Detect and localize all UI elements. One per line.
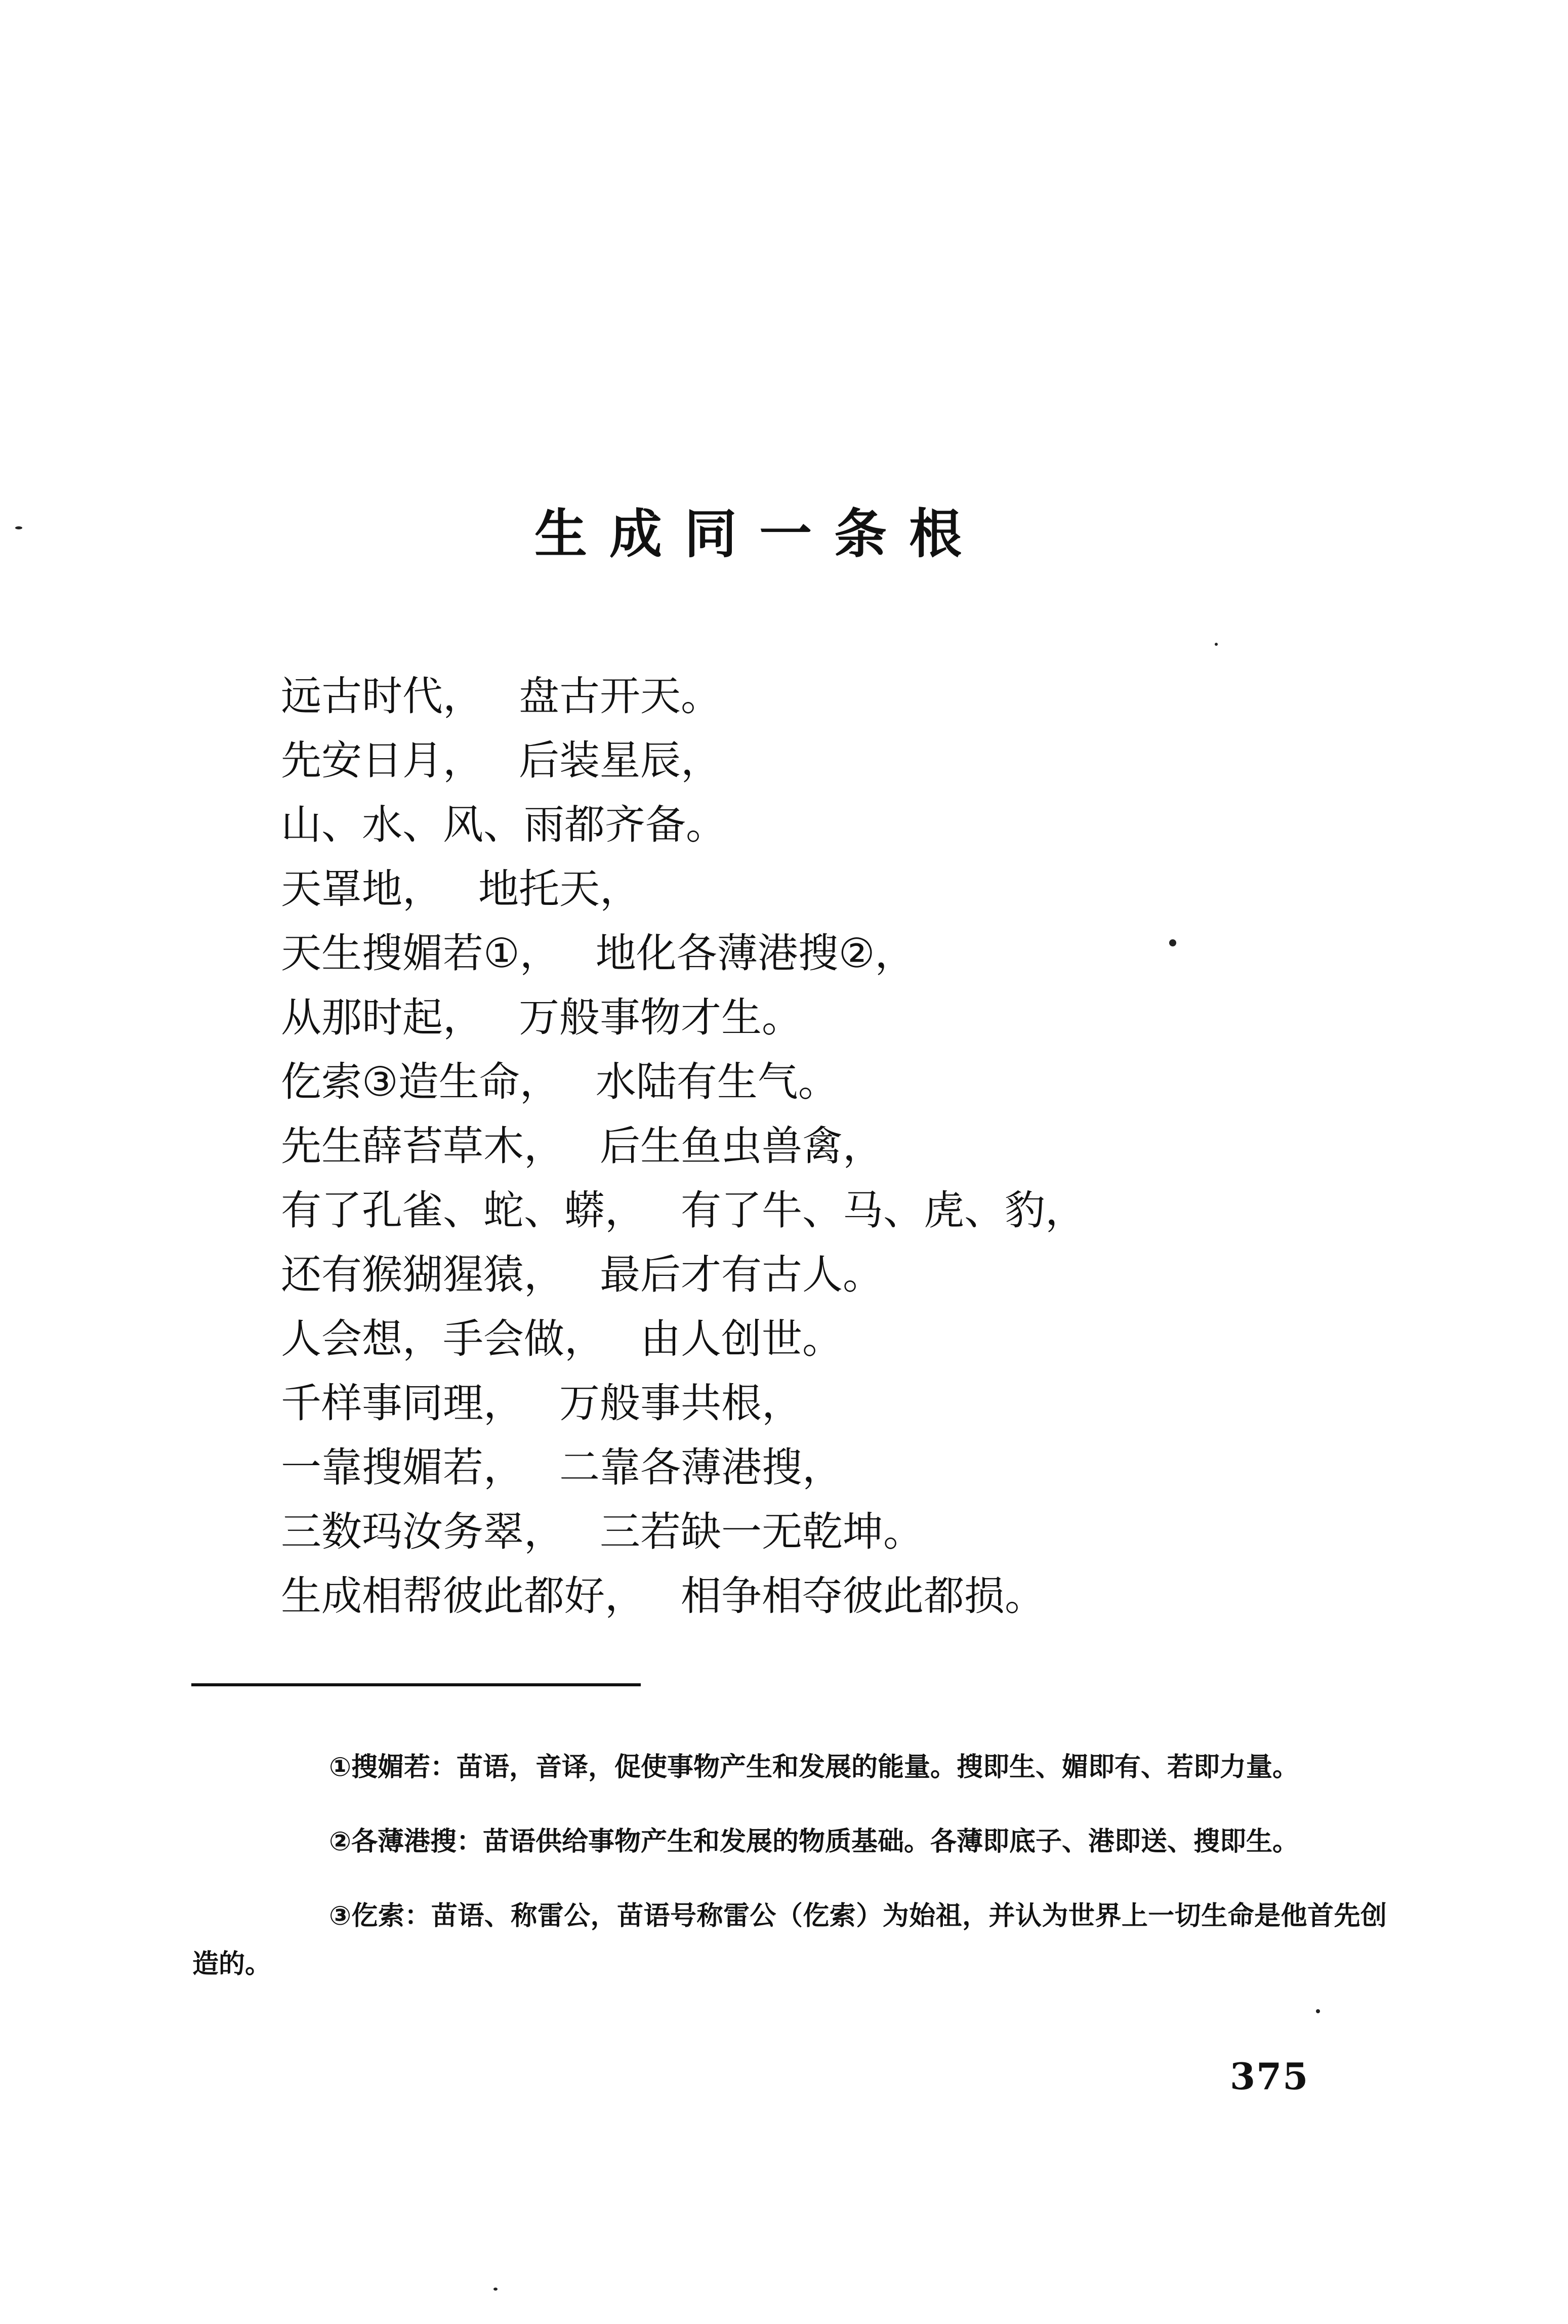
- footnote-3: ③仡索：苗语、称雷公，苗语号称雷公（仡索）为始祖，并认为世界上一切生命是他首先创造的。: [192, 1901, 1387, 1979]
- poem-line: [281, 728, 1293, 793]
- poem-line-part: 后装星辰，: [519, 737, 721, 784]
- poem-line: [281, 1178, 1293, 1242]
- scan-speck: [1215, 643, 1218, 646]
- poem-line: [281, 921, 1293, 985]
- poem-line-part: 地托天，: [478, 865, 640, 912]
- poem-line-part: 万般事共根，: [559, 1380, 802, 1427]
- poem-line-part: 最后才有古人。: [600, 1251, 883, 1298]
- poem-line: [281, 1242, 1293, 1307]
- scan-speck: [1316, 2009, 1320, 2013]
- poem-line: [281, 1564, 1293, 1628]
- poem-line: [281, 1114, 1293, 1178]
- poem-line: [281, 985, 1293, 1050]
- page-number: 375: [1230, 2055, 1309, 2098]
- poem-line-part: 人会想，手会做，: [281, 1315, 605, 1362]
- poem-line: [281, 1435, 1293, 1500]
- poem-line: [281, 664, 1293, 728]
- page-title: 生成同一条根: [534, 503, 984, 565]
- poem-line-part: 相争相夺彼此都损。: [681, 1572, 1045, 1620]
- scan-speck: [1169, 939, 1176, 946]
- poem-line: [281, 857, 1293, 921]
- poem-line: [281, 1500, 1293, 1564]
- poem-line-part: 千样事同理，: [281, 1380, 524, 1427]
- scan-speck: [493, 2288, 498, 2291]
- poem-line-part: 从那时起，: [281, 994, 483, 1041]
- poem: [281, 664, 1293, 1628]
- poem-line-part: 二靠各薄港搜，: [559, 1444, 843, 1491]
- poem-line-part: 天罩地，: [281, 865, 443, 912]
- poem-line: [281, 1307, 1293, 1371]
- poem-line-part: 后生鱼虫兽禽，: [600, 1123, 883, 1170]
- scan-speck: [15, 526, 22, 529]
- poem-line-part: 仡索③造生命，: [281, 1058, 560, 1105]
- poem-line-part: 三数玛汝务翠，: [281, 1508, 564, 1555]
- footnotes: [192, 1717, 1387, 2004]
- poem-line-part: 有了孔雀、蛇、蟒，: [281, 1187, 645, 1234]
- poem-line-part: 还有猴猢猩猿，: [281, 1251, 564, 1298]
- poem-line-part: 有了牛、马、虎、豹，: [681, 1187, 1086, 1234]
- poem-line-part: 水陆有生气。: [595, 1058, 839, 1105]
- poem-line: [281, 793, 1293, 857]
- poem-line-part: 由人创世。: [640, 1315, 843, 1362]
- poem-line-part: 先安日月，: [281, 737, 483, 784]
- poem-line-part: 地化各薄港搜②，: [595, 930, 916, 977]
- footnote-2: ②各薄港搜：苗语供给事物产生和发展的物质基础。各薄即底子、港即送、搜即生。: [329, 1827, 1299, 1857]
- poem-line-part: 天生搜媚若①，: [281, 930, 560, 977]
- footnote-divider: [191, 1683, 641, 1686]
- poem-line-part: 生成相帮彼此都好，: [281, 1572, 645, 1620]
- poem-line-part: 一靠搜媚若，: [281, 1444, 524, 1491]
- poem-line-part: 万般事物才生。: [519, 994, 802, 1041]
- poem-line-part: 山、水、风、雨都齐备。: [281, 801, 726, 848]
- poem-line-part: 三若缺一无乾坤。: [600, 1508, 924, 1555]
- poem-line: [281, 1050, 1293, 1114]
- poem-line: [281, 1371, 1293, 1435]
- poem-line-part: 先生薛苔草木，: [281, 1123, 564, 1170]
- footnote-1: ①搜媚若：苗语，音译，促使事物产生和发展的能量。搜即生、媚即有、若即力量。: [329, 1752, 1299, 1782]
- poem-line-part: 远古时代，: [281, 673, 483, 720]
- poem-line-part: 盘古开天。: [519, 673, 721, 720]
